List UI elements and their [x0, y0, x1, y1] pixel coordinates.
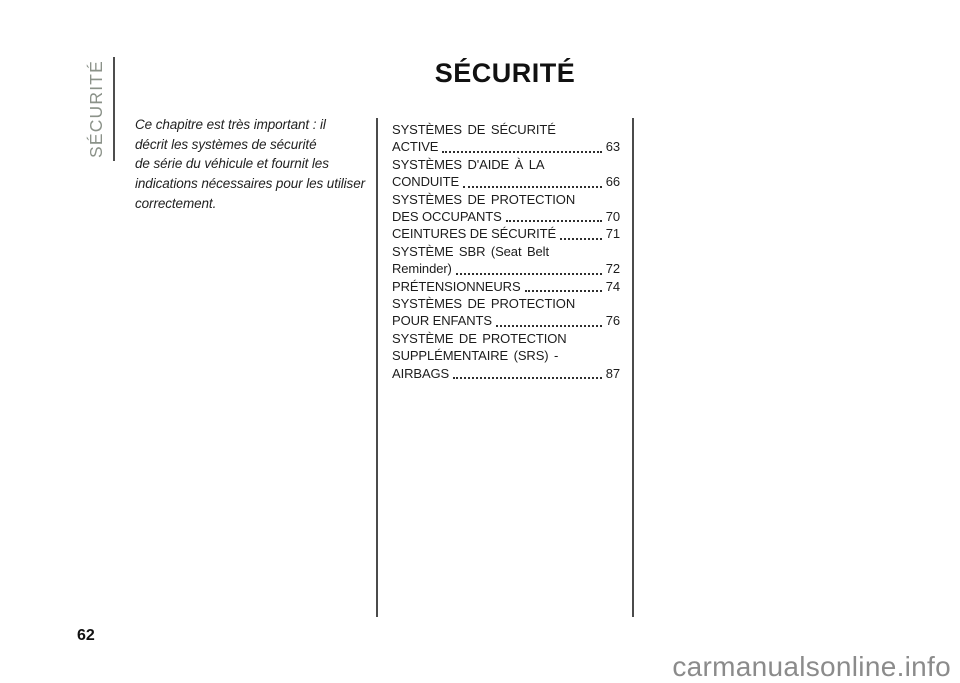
toc-entry-title: SYSTÈMES DE SÉCURITÉ	[392, 122, 556, 137]
intro-line: indications nécessaires pour les utiliser	[135, 176, 366, 192]
toc-entry-title: SYSTÈMES D'AIDE À LA	[392, 156, 545, 172]
toc-page-number: 66	[605, 174, 620, 190]
toc-entry	[392, 156, 620, 191]
toc-entry-title: ACTIVE	[392, 139, 439, 155]
intro-line: Ce chapitre est très important : il	[135, 117, 326, 132]
toc-entry	[392, 295, 620, 330]
toc-entry-title: SYSTÈME DE PROTECTION	[392, 330, 567, 346]
table-of-contents	[376, 118, 634, 617]
toc-entry	[392, 330, 620, 382]
toc-page-number: 70	[605, 209, 620, 225]
toc-entry	[392, 191, 620, 226]
page-number: 62	[77, 627, 95, 644]
toc-page-number: 72	[605, 261, 620, 277]
toc-page-number: 71	[605, 226, 620, 242]
toc-leader-dots	[453, 362, 602, 379]
watermark: carmanualsonline.info	[672, 651, 951, 682]
chapter-intro	[135, 115, 365, 214]
intro-line: de série du véhicule et fournit les	[135, 156, 329, 172]
toc-page-number: 63	[605, 139, 620, 155]
toc-entry-title: SYSTÈMES DE PROTECTION	[392, 296, 576, 312]
toc-entry-title: POUR ENFANTS	[392, 313, 492, 329]
toc-entry-title: PRÉTENSIONNEURS	[392, 278, 521, 294]
toc-page-number: 74	[605, 278, 620, 294]
toc-leader-dots	[456, 257, 602, 274]
toc-leader-dots	[506, 205, 602, 222]
toc-page-number: 87	[605, 365, 620, 381]
chapter-sidebar-label: SÉCURITÉ	[86, 59, 106, 159]
toc-entry-title: SYSTÈME SBR (Seat Belt	[392, 243, 549, 259]
toc-leader-dots	[496, 309, 602, 326]
toc-leader-dots	[463, 170, 602, 187]
toc-entry	[392, 225, 620, 242]
toc-entry	[392, 121, 620, 156]
toc-entry-title: DES OCCUPANTS	[392, 209, 502, 225]
sidebar-rule	[113, 57, 115, 161]
toc-entry	[392, 243, 620, 278]
toc-entry-title: AIRBAGS	[392, 365, 450, 381]
intro-line: décrit les systèmes de sécurité	[135, 136, 317, 152]
toc-leader-dots	[560, 222, 602, 239]
toc-entry-title: SYSTÈMES DE PROTECTION	[392, 191, 576, 207]
toc-leader-dots	[525, 275, 602, 292]
toc-leader-dots	[442, 135, 601, 152]
toc-entry-title: CEINTURES DE SÉCURITÉ	[392, 226, 557, 242]
toc-entry-title: SUPPLÉMENTAIRE (SRS) -	[392, 348, 559, 364]
toc-page-number: 76	[605, 313, 620, 329]
page-title: SÉCURITÉ	[434, 58, 576, 88]
toc-entry-title: Reminder)	[392, 261, 452, 277]
toc-entry-title: CONDUITE	[392, 174, 460, 190]
intro-line: correctement.	[135, 195, 217, 211]
toc-entry	[392, 278, 620, 295]
